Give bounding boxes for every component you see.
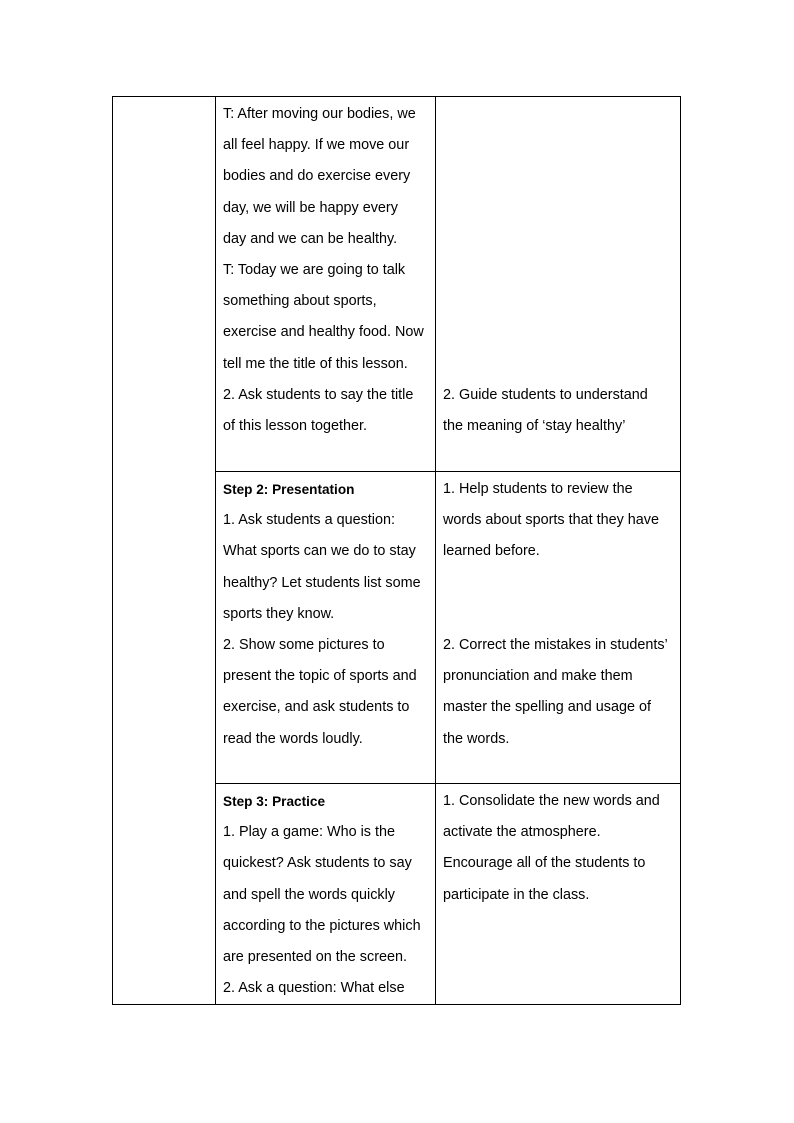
text-line: 2. Show some pictures to (223, 637, 385, 654)
teacher-activity-cell (216, 472, 436, 784)
text-line: exercise, and ask students to (223, 699, 410, 716)
text-line: the meaning of ‘stay healthy’ (443, 417, 626, 434)
text-line: 1. Ask students a question: (223, 512, 395, 529)
blank-line (443, 568, 676, 599)
text-line: of this lesson together. (223, 418, 367, 435)
text-line: What sports can we do to stay (223, 543, 416, 560)
blank-line (443, 599, 676, 630)
text-line: something about sports, (223, 293, 377, 310)
blank-line (443, 130, 676, 161)
blank-line (443, 99, 676, 130)
blank-line (443, 193, 676, 224)
blank-line (443, 349, 676, 380)
text-line: participate in the class. (443, 886, 590, 903)
text-line: learned before. (443, 543, 540, 560)
text-line: 1. Play a game: Who is the (223, 824, 395, 841)
text-line: present the topic of sports and (223, 668, 417, 685)
blank-line (443, 161, 676, 192)
text-line: exercise and healthy food. Now (223, 324, 424, 341)
text-line: 2. Ask students to say the title (223, 386, 414, 403)
teacher-activity-cell (216, 97, 436, 472)
text-line: are presented on the screen. (223, 949, 408, 966)
step-title: Step 3: Practice (223, 794, 325, 809)
blank-line (443, 224, 676, 255)
text-line: day and we can be healthy. (223, 230, 398, 247)
text-line: 2. Correct the mistakes in students’ (443, 636, 668, 653)
blank-line (443, 255, 676, 286)
text-line: Encourage all of the students to (443, 855, 646, 872)
purpose-cell (436, 784, 681, 1005)
text-line: tell me the title of this lesson. (223, 355, 408, 372)
text-line: bodies and do exercise every (223, 168, 411, 185)
text-line: activate the atmosphere. (443, 824, 601, 841)
text-line: T: Today we are going to talk (223, 262, 406, 279)
blank-line (443, 286, 676, 317)
text-line: healthy? Let students list some (223, 574, 421, 591)
table-row (113, 97, 681, 472)
purpose-cell (436, 472, 681, 784)
text-line: master the spelling and usage of (443, 699, 651, 716)
text-line: 2. Guide students to understand (443, 386, 648, 403)
text-line: quickest? Ask students to say (223, 855, 412, 872)
text-line: 2. Ask a question: What else (223, 980, 405, 997)
text-line: 1. Help students to review the (443, 481, 633, 497)
text-line: T: After moving our bodies, we (223, 106, 416, 122)
text-line: 1. Consolidate the new words and (443, 793, 660, 809)
purpose-cell (436, 97, 681, 472)
text-line: pronunciation and make them (443, 668, 633, 685)
teacher-activity-cell (216, 784, 436, 1005)
text-line: sports they know. (223, 605, 335, 622)
text-line: the words. (443, 730, 510, 747)
text-line: read the words loudly. (223, 730, 363, 747)
text-line: day, we will be happy every (223, 199, 398, 216)
step-label-cell (113, 97, 216, 1005)
text-line: words about sports that they have (443, 512, 659, 529)
step-title: Step 2: Presentation (223, 482, 355, 497)
blank-line (443, 317, 676, 348)
text-line: according to the pictures which (223, 917, 421, 934)
text-line: all feel happy. If we move our (223, 137, 410, 154)
lesson-plan-table (112, 96, 681, 1005)
text-line: and spell the words quickly (223, 886, 395, 903)
